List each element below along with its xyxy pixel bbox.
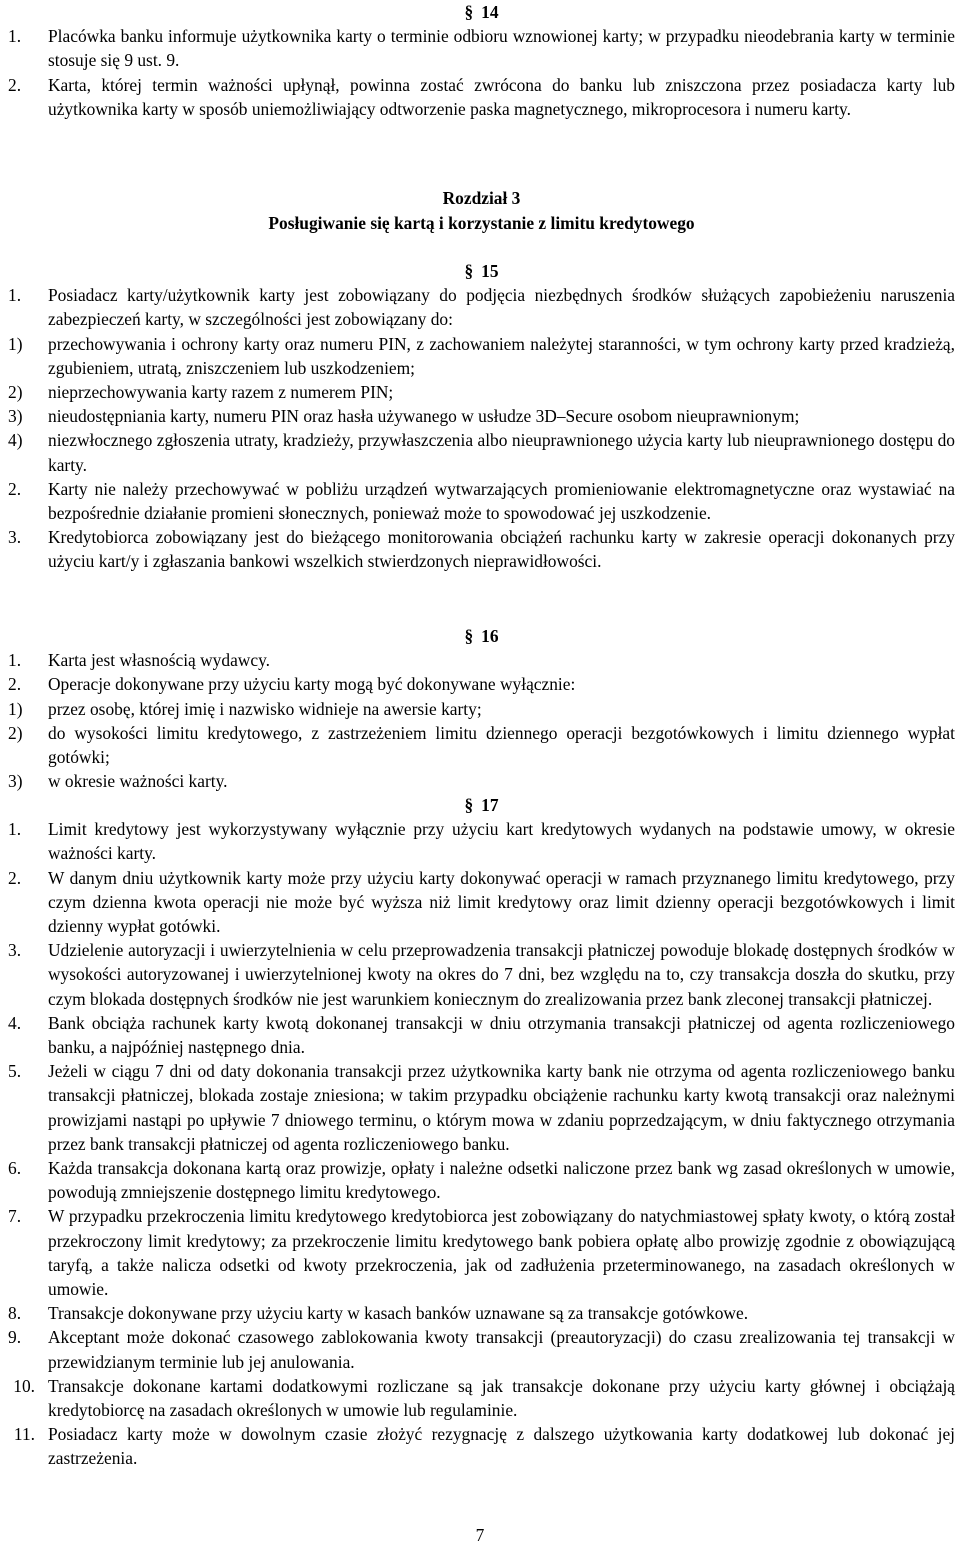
- section-14-list: [8, 24, 955, 121]
- list-item: 2. Operacje dokonywane przy użyciu karty mogą być dokonywane wyłącznie:: [8, 674, 576, 695]
- list-item: 1. Limit kredytowy jest wykorzystywany wyłącznie przy użyciu kart kredytowych wydanych na podstawie umowy, w okresie ważności karty.: [8, 819, 955, 864]
- section-15-list-cont: [8, 477, 955, 574]
- section-16-list: [8, 648, 955, 696]
- list-item: 7. W przypadku przekroczenia limitu kredytowego kredytobiorca jest zobowiązany do natychmiastowej spłaty kwoty, o którą został przekroczony limit kredytowy; za przekroczenie limitu kredytowego bank pobiera opłatę albo prowizję zgodnie z obowiązującą taryfą, a także nalicza odsetki od kwoty przekroczenia, jak od zadłużenia przeterminowanego, na zasadach określonych w umowie.: [8, 1206, 955, 1300]
- list-item: 2. Karty nie należy przechowywać w pobliżu urządzeń wytwarzających promieniowanie elektromagnetyczne oraz wystawiać na bezpośrednie działanie promieni słonecznych, ponieważ może to spowodować jej uszkodzenie.: [8, 478, 955, 524]
- sub-item: 3) w okresie ważności karty.: [8, 771, 228, 792]
- list-item: 3. Kredytobiorca zobowiązany jest do bieżącego monitorowania obciążeń rachunku karty w zakresie operacji dokonanych przy użyciu kart/y i zgłaszania bankowi wszelkich stwierdzonych nieprawidłowości.: [8, 527, 955, 572]
- sub-item: 2) nieprzechowywania karty razem z numerem PIN;: [8, 382, 394, 402]
- sub-item: 1) przez osobę, której imię i nazwisko widnieje na awersie karty;: [8, 698, 482, 719]
- section-15-list: [8, 283, 955, 331]
- section-heading-14: § 14: [464, 2, 499, 22]
- list-item: 2. W danym dniu użytkownik karty może przy użyciu karty dokonywać operacji w ramach przyznanego limitu kredytowego, przy czym dzienna kwota operacji nie może być wyższa niż limit kredytowy oraz limit dzienny operacji bezgotówkowych i limit dzienny wypłat gotówki.: [8, 867, 955, 936]
- list-item: 9. Akceptant może dokonać czasowego zablokowania kwoty transakcji (preautoryzacji) do czasu zrealizowania tej transakcji w przewidzianym terminie lub jej anulowania.: [8, 1327, 955, 1372]
- section-15: [8, 259, 955, 574]
- list-item: 2. Karta, której termin ważności upłynął, powinna zostać zwrócona do banku lub zniszczona przez posiadacza karty lub użytkownika karty w sposób uniemożliwiający odtworzenie paska magnetycznego, mikroprocesora i numeru karty.: [8, 74, 955, 119]
- list-item: 1. Karta jest własnością wydawcy.: [8, 650, 270, 671]
- list-item: 3. Udzielenie autoryzacji i uwierzytelnienia w celu przeprowadzenia transakcji płatniczej powoduje blokadę dostępnych środków w wysokości autoryzowanej i uwierzytelnionej kwoty na okres do 7 dni, bez względu na to, czy transakcja doszła do skutku, przy czym blokada dostępnych środków nie jest warunkiem koniecznym do zrealizowania przez bank zleconej transakcji płatniczej.: [8, 940, 955, 1009]
- sub-item: 1) przechowywania i ochrony karty oraz numeru PIN, z zachowaniem należytej staranności, w tym ochrony karty przed kradzieżą, zgubieniem, utratą, zniszczeniem lub uszkodzeniem;: [8, 333, 955, 378]
- sub-item: 4) niezwłocznego zgłoszenia utraty, kradzieży, przywłaszczenia albo nieuprawnionego użycia karty lub nieuprawnionego dostępu do karty.: [8, 430, 955, 475]
- page-number: 7: [475, 1525, 485, 1545]
- section-heading-17: § 17: [464, 795, 499, 815]
- list-item: 5. Jeżeli w ciągu 7 dni od daty dokonania transakcji przez użytkownika karty bank nie otrzyma od agenta rozliczeniowego banku transakcji płatniczej, blokada zostaje zniesiona; w takim przypadku obciążenie rachunku karty kwotą transakcji oraz należnymi prowizjami nastąpi po upływie 7 dniowego terminu, o którym mowa w zdaniu poprzedzającym, w dniu faktycznego otrzymania przez bank transakcji płatniczej od agenta rozliczeniowego banku.: [8, 1061, 955, 1154]
- list-item: 11. Posiadacz karty może w dowolnym czasie złożyć rezygnację z dalszego użytkowania karty dodatkowej lub dokonać jej zastrzeżenia.: [13, 1424, 955, 1469]
- list-item: 8. Transakcje dokonywane przy użyciu karty w kasach banków uznawane są za transakcje gotówkowe.: [8, 1303, 749, 1324]
- section-16-sublist: [8, 697, 955, 794]
- sub-item: 2) do wysokości limitu kredytowego, z zastrzeżeniem limitu dziennego operacji bezgotówkowych i limitu dziennego wypłat gotówki;: [8, 722, 955, 767]
- list-item: 4. Bank obciąża rachunek karty kwotą dokonanej transakcji w dniu otrzymania transakcji płatniczej od agenta rozliczeniowego banku, a najpóźniej następnego dnia.: [8, 1012, 955, 1058]
- section-15-sublist: [8, 332, 955, 477]
- list-item: 1. Placówka banku informuje użytkownika karty o terminie odbioru wznowionej karty; w przypadku nieodebrania karty w terminie stosuje się 9 ust. 9.: [8, 26, 955, 71]
- section-14: [8, 0, 955, 121]
- section-17: [8, 793, 955, 1471]
- sub-item: 3) nieudostępniania karty, numeru PIN oraz hasła używanego w usłudze 3D–Secure osobom nieuprawnionym;: [8, 406, 800, 427]
- section-16: [8, 624, 955, 793]
- list-item: 10. Transakcje dokonane kartami dodatkowymi rozliczane są jak transakcje dokonane przy użyciu karty głównej i obciążają kredytobiorcę na zasadach określonych w umowie lub regulaminie.: [13, 1375, 955, 1421]
- chapter-title: Rozdział 3: [442, 188, 521, 208]
- chapter-subtitle: Posługiwanie się kartą i korzystanie z limitu kredytowego: [268, 213, 695, 233]
- list-item: 1. Posiadacz karty/użytkownik karty jest zobowiązany do podjęcia niezbędnych środków służących zapobieżeniu naruszenia zabezpieczeń karty, w szczególności jest zobowiązany do:: [8, 285, 955, 330]
- section-heading-16: § 16: [464, 626, 499, 646]
- section-heading-15: § 15: [464, 261, 499, 281]
- list-item: 6. Każda transakcja dokonana kartą oraz prowizje, opłaty i należne odsetki naliczone przez bank wg zasad określonych w umowie, powodują zmniejszenie dostępnego limitu kredytowego.: [8, 1158, 955, 1203]
- section-17-list: [8, 817, 955, 1470]
- chapter-heading: [8, 186, 955, 236]
